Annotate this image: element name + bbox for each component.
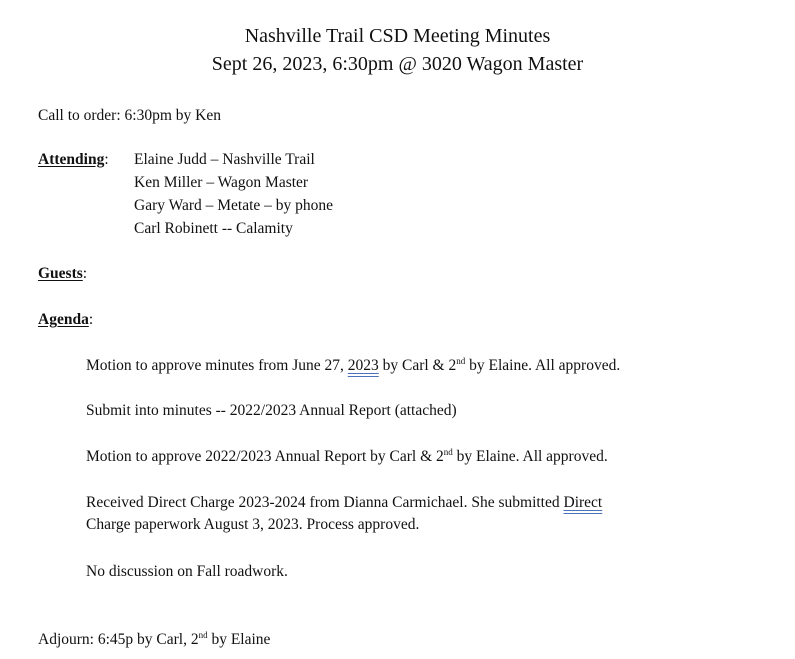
agenda-item-3-pre: Motion to approve 2022/2023 Annual Report by Carl & 2 [86, 448, 444, 465]
guests-label: Guests [38, 265, 83, 282]
attendee-3: Gary Ward – Metate – by phone [134, 197, 334, 214]
adjourn-sup: nd [198, 629, 208, 640]
attendee-2: Ken Miller – Wagon Master [134, 174, 309, 191]
agenda-colon: : [88, 311, 94, 328]
adjourn [38, 630, 270, 650]
agenda-item-4-word: Direct [563, 494, 603, 511]
agenda-item-5: No discussion on Fall roadwork. [86, 563, 288, 580]
agenda-item-2: Submit into minutes -- 2022/2023 Annual Report (attached) [86, 402, 457, 419]
adjourn-post: by Elaine [207, 631, 271, 648]
attendee-4: Carl Robinett -- Calamity [134, 220, 293, 237]
guests-heading [38, 264, 87, 284]
agenda-item-1-sup: nd [456, 355, 466, 366]
agenda-item-4-line-1 [86, 493, 602, 513]
agenda-item-4-line-2: Charge paperwork August 3, 2023. Process approved. [86, 516, 420, 533]
agenda-item-1-post: by Elaine. All approved. [465, 357, 621, 374]
agenda-item-1-pre: Motion to approve minutes from June 27, [86, 357, 348, 374]
agenda-heading [38, 310, 93, 330]
agenda-item-3 [86, 447, 608, 467]
guests-colon: : [82, 265, 88, 282]
agenda-item-3-sup: nd [443, 446, 453, 457]
title-line-1: Nashville Trail CSD Meeting Minutes [244, 25, 551, 47]
agenda-item-1 [86, 356, 620, 376]
attending-label: Attending [38, 151, 105, 168]
attending-heading [38, 150, 109, 170]
agenda-item-1-mid: by Carl & 2 [378, 357, 457, 374]
attendee-1: Elaine Judd – Nashville Trail [134, 151, 315, 168]
adjourn-pre: Adjourn: 6:45p by Carl, 2 [38, 631, 199, 648]
agenda-item-3-post: by Elaine. All approved. [452, 448, 608, 465]
agenda-item-4-pre: Received Direct Charge 2023-2024 from Dianna Carmichael. She submitted [86, 494, 564, 511]
agenda-item-1-year: 2023 [347, 357, 379, 374]
call-to-order: Call to order: 6:30pm by Ken [38, 107, 221, 124]
title-line-2: Sept 26, 2023, 6:30pm @ 3020 Wagon Master [211, 53, 584, 75]
agenda-label: Agenda [38, 311, 89, 328]
attending-colon: : [104, 151, 109, 168]
